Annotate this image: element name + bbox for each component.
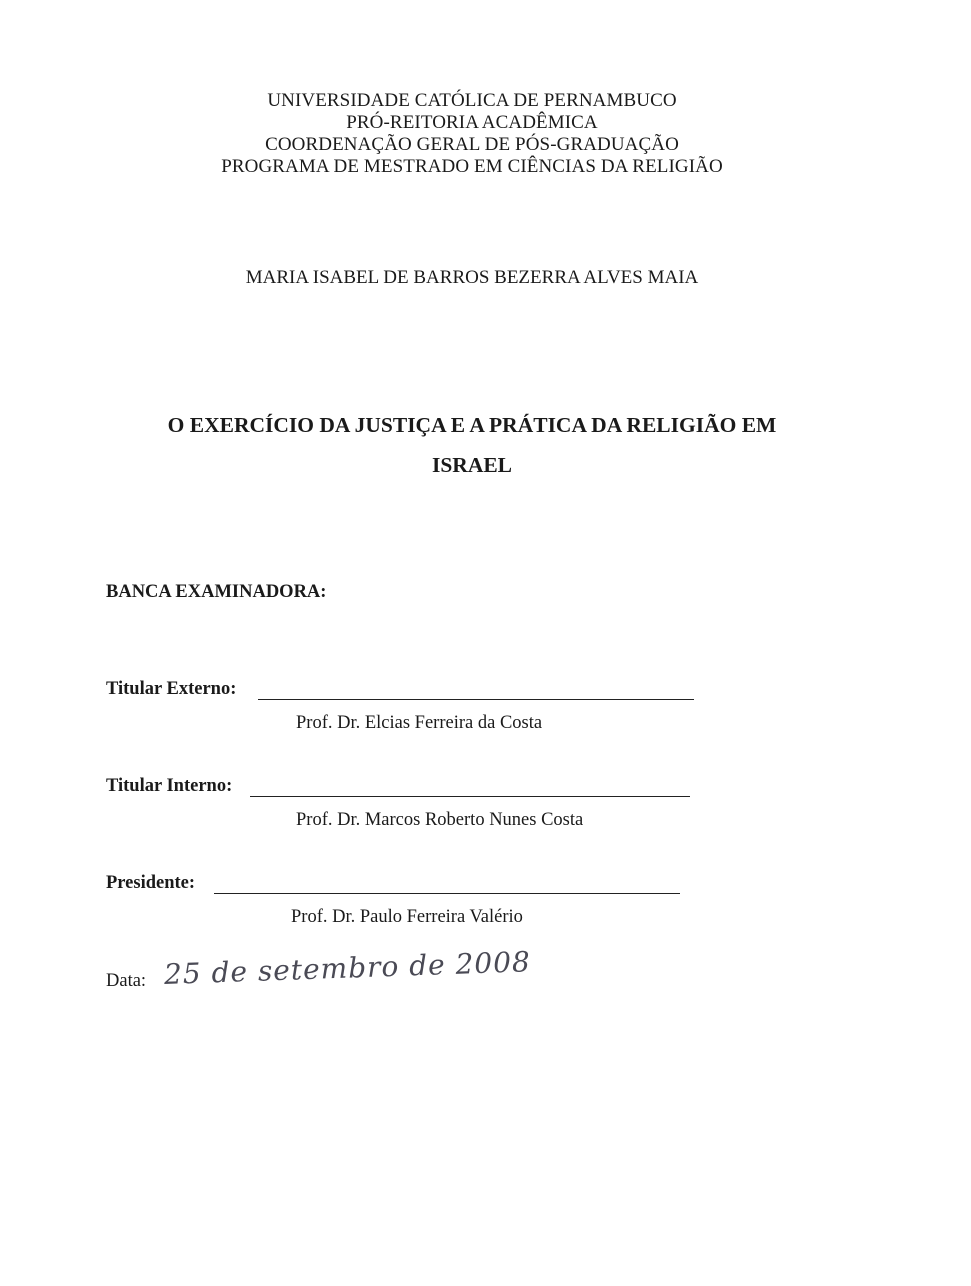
signature-line-external	[258, 699, 694, 700]
program-name: PROGRAMA DE MESTRADO EM CIÊNCIAS DA RELIGIÃO	[221, 156, 723, 177]
signature-row-internal	[106, 776, 706, 802]
member-name-external: Prof. Dr. Elcias Ferreira da Costa	[296, 713, 543, 733]
author-name: MARIA ISABEL DE BARROS BEZERRA ALVES MAIA	[245, 267, 699, 288]
thesis-title	[100, 405, 844, 485]
handwritten-date: 25 de setembro de 2008	[163, 945, 532, 991]
signature-role-internal: Titular Interno:	[106, 776, 233, 796]
member-name-internal: Prof. Dr. Marcos Roberto Nunes Costa	[296, 810, 584, 830]
institution-header	[0, 90, 944, 178]
coordination-name: COORDENAÇÃO GERAL DE PÓS-GRADUAÇÃO	[265, 134, 679, 155]
signature-line-internal	[250, 796, 690, 797]
member-name-president: Prof. Dr. Paulo Ferreira Valério	[291, 907, 523, 927]
signature-role-president: Presidente:	[106, 873, 196, 893]
signature-line-president	[214, 893, 680, 894]
board-heading: BANCA EXAMINADORA:	[106, 582, 327, 602]
university-name: UNIVERSIDADE CATÓLICA DE PERNAMBUCO	[267, 90, 677, 111]
thesis-title-line-1: O EXERCÍCIO DA JUSTIÇA E A PRÁTICA DA RELIGIÃO EM	[167, 413, 777, 437]
signature-role-external: Titular Externo:	[106, 679, 237, 699]
rectory-name: PRÓ-REITORIA ACADÊMICA	[346, 112, 598, 133]
date-label: Data:	[106, 971, 147, 991]
thesis-title-line-2: ISRAEL	[431, 453, 513, 477]
signature-row-president	[106, 873, 706, 899]
signature-row-external	[106, 679, 706, 705]
